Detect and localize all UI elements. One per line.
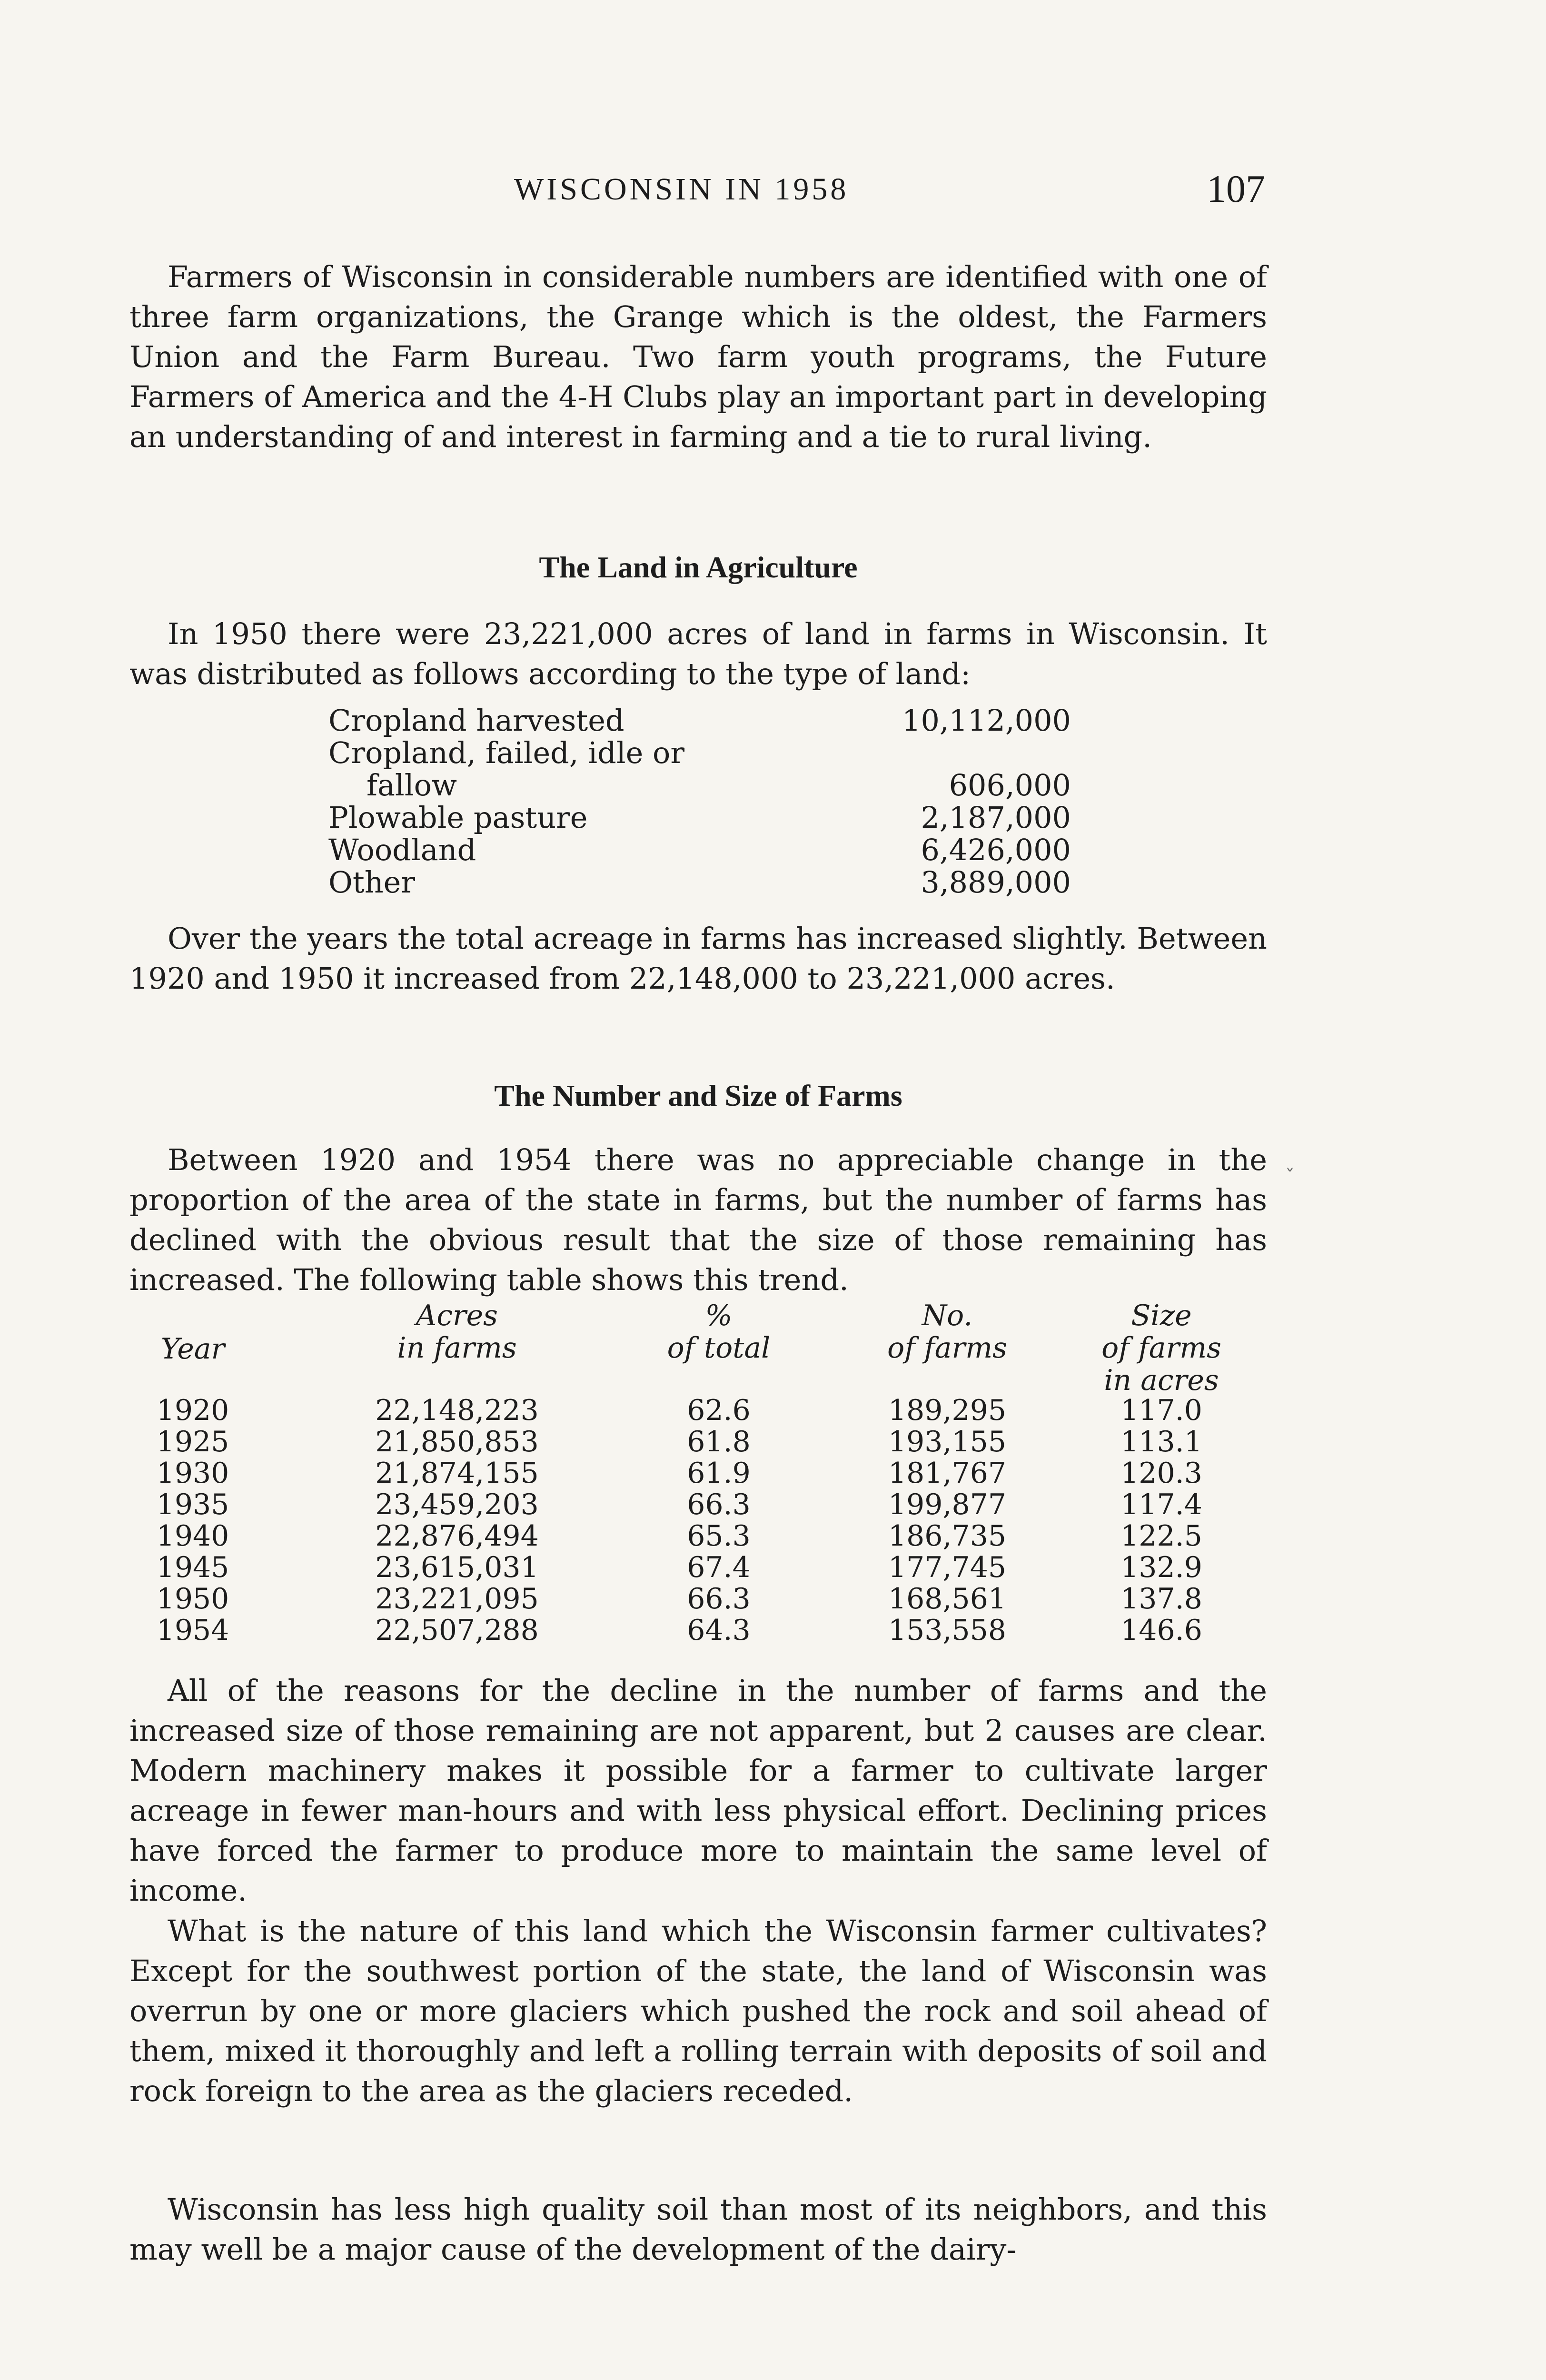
table-row [143, 1552, 1252, 1583]
cell-percent: 67.4 [687, 1551, 751, 1584]
cell-number: 177,745 [888, 1551, 1007, 1584]
cell-acres: 21,850,853 [375, 1425, 539, 1458]
paragraph-farms-intro: Between 1920 and 1954 there was no appreciable change in the proportion of the area of the state in farms, but the number of farms has declined with the obvious result that the size of those remaining has increased. The following table shows this trend. [129, 1142, 1267, 1297]
cell-acres: 21,874,155 [375, 1457, 539, 1490]
paragraph-land-nature: What is the nature of this land which the Wisconsin farmer cultivates? Except for the southwest portion of the state, the land of Wisconsin was overrun by one or more glaciers which pushed the rock and soil ahead of them, mixed it thoroughly and left a rolling terrain with deposits of soil and rock foreign to the area as the glaciers receded. [129, 1914, 1267, 2108]
cell-size: 113.1 [1120, 1425, 1202, 1458]
paragraph-acreage-increase: Over the years the total acreage in farms has increased slightly. Between 1920 and 1950 it increased from 22,148,000 to 23,221,000 acres. [129, 921, 1267, 996]
cell-number: 193,155 [888, 1425, 1007, 1458]
table-row [143, 1395, 1252, 1426]
cell-number: 199,877 [888, 1488, 1007, 1521]
land-type-label: Woodland [328, 833, 476, 867]
cell-percent: 66.3 [687, 1582, 751, 1616]
cell-percent: 66.3 [687, 1488, 751, 1521]
land-type-value: 6,426,000 [921, 833, 1071, 867]
cell-year: 1935 [156, 1488, 229, 1521]
margin-mark: ˇ [1285, 1166, 1295, 1188]
cell-number: 189,295 [888, 1394, 1007, 1427]
land-type-value: 10,112,000 [902, 703, 1071, 738]
farms-table [143, 1299, 1252, 1646]
land-type-label: Plowable pasture [328, 800, 588, 835]
running-title: WISCONSIN IN 1958 [514, 172, 849, 207]
cell-year: 1945 [156, 1551, 229, 1584]
cell-percent: 61.9 [687, 1457, 751, 1490]
paragraph-intro: Farmers of Wisconsin in considerable numbers are identified with one of three farm organizations, the Grange which is the oldest, the Farmers Union and the Farm Bureau. Two farm youth programs, the Future Farmers of America and the 4-H Clubs play an important part in developing an understanding of and interest in farming and a tie to rural living. [129, 259, 1267, 454]
paragraph-decline-reasons: All of the reasons for the decline in the number of farms and the increased size of those remaining are not apparent, but 2 causes are clear. Modern machinery makes it possible for a farmer to cultivate larger acreage in fewer man-hours and with less physical effort. Declining prices have forced the farmer to produce more to maintain the same level of income. [129, 1673, 1267, 1908]
table-row [143, 1520, 1252, 1552]
cell-acres: 22,876,494 [375, 1519, 539, 1553]
land-type-value: 3,889,000 [921, 865, 1071, 900]
land-type-row [328, 704, 1071, 737]
cell-size: 120.3 [1120, 1457, 1202, 1490]
cell-year: 1954 [156, 1614, 229, 1647]
table-row [143, 1489, 1252, 1520]
cell-year: 1950 [156, 1582, 229, 1616]
column-header-number: No. of farms [887, 1299, 1007, 1365]
table-header [143, 1299, 1252, 1395]
land-type-row [328, 866, 1071, 899]
land-type-row [328, 737, 1071, 769]
cell-size: 137.8 [1120, 1582, 1202, 1616]
land-type-label: fallow [367, 768, 457, 803]
table-body [143, 1395, 1252, 1646]
column-header-year: Year [160, 1332, 225, 1366]
cell-percent: 65.3 [687, 1519, 751, 1553]
cell-year: 1940 [156, 1519, 229, 1553]
cell-acres: 23,459,203 [375, 1488, 539, 1521]
land-type-label: Cropland, failed, idle or [328, 735, 684, 770]
land-type-value: 2,187,000 [921, 800, 1071, 835]
column-header-size: Size of farms in acres [1101, 1299, 1221, 1397]
cell-acres: 23,615,031 [375, 1551, 539, 1584]
cell-year: 1930 [156, 1457, 229, 1490]
page-number: 107 [1207, 167, 1265, 210]
cell-percent: 62.6 [687, 1394, 751, 1427]
cell-acres: 23,221,095 [375, 1582, 539, 1616]
paragraph-soil-quality: Wisconsin has less high quality soil than most of its neighbors, and this may well be a major cause of the development of the dairy- [129, 2192, 1267, 2267]
table-row [143, 1583, 1252, 1615]
cell-percent: 64.3 [687, 1614, 751, 1647]
cell-size: 117.4 [1120, 1488, 1202, 1521]
cell-size: 122.5 [1120, 1519, 1202, 1553]
cell-number: 168,561 [888, 1582, 1007, 1616]
table-row [143, 1426, 1252, 1458]
column-header-acres: Acres in farms [397, 1299, 517, 1365]
cell-size: 146.6 [1120, 1614, 1202, 1647]
land-type-list [328, 704, 1071, 899]
cell-acres: 22,507,288 [375, 1614, 539, 1647]
land-type-row [328, 802, 1071, 834]
heading-land-in-agriculture: The Land in Agriculture [539, 550, 858, 584]
heading-number-and-size-of-farms: The Number and Size of Farms [494, 1079, 902, 1112]
paragraph-land-intro: In 1950 there were 23,221,000 acres of land in farms in Wisconsin. It was distributed as follows according to the type of land: [129, 616, 1267, 691]
cell-acres: 22,148,223 [375, 1394, 539, 1427]
cell-size: 132.9 [1120, 1551, 1202, 1584]
column-header-percent: % of total [667, 1299, 771, 1365]
table-row [143, 1615, 1252, 1646]
cell-percent: 61.8 [687, 1425, 751, 1458]
cell-number: 186,735 [888, 1519, 1007, 1553]
cell-number: 153,558 [888, 1614, 1007, 1647]
land-type-row [328, 769, 1071, 802]
cell-size: 117.0 [1120, 1394, 1202, 1427]
cell-year: 1920 [156, 1394, 229, 1427]
land-type-value: 606,000 [949, 768, 1071, 803]
cell-number: 181,767 [888, 1457, 1007, 1490]
cell-year: 1925 [156, 1425, 229, 1458]
land-type-label: Other [328, 865, 416, 900]
table-row [143, 1458, 1252, 1489]
land-type-label: Cropland harvested [328, 703, 624, 738]
land-type-row [328, 834, 1071, 866]
